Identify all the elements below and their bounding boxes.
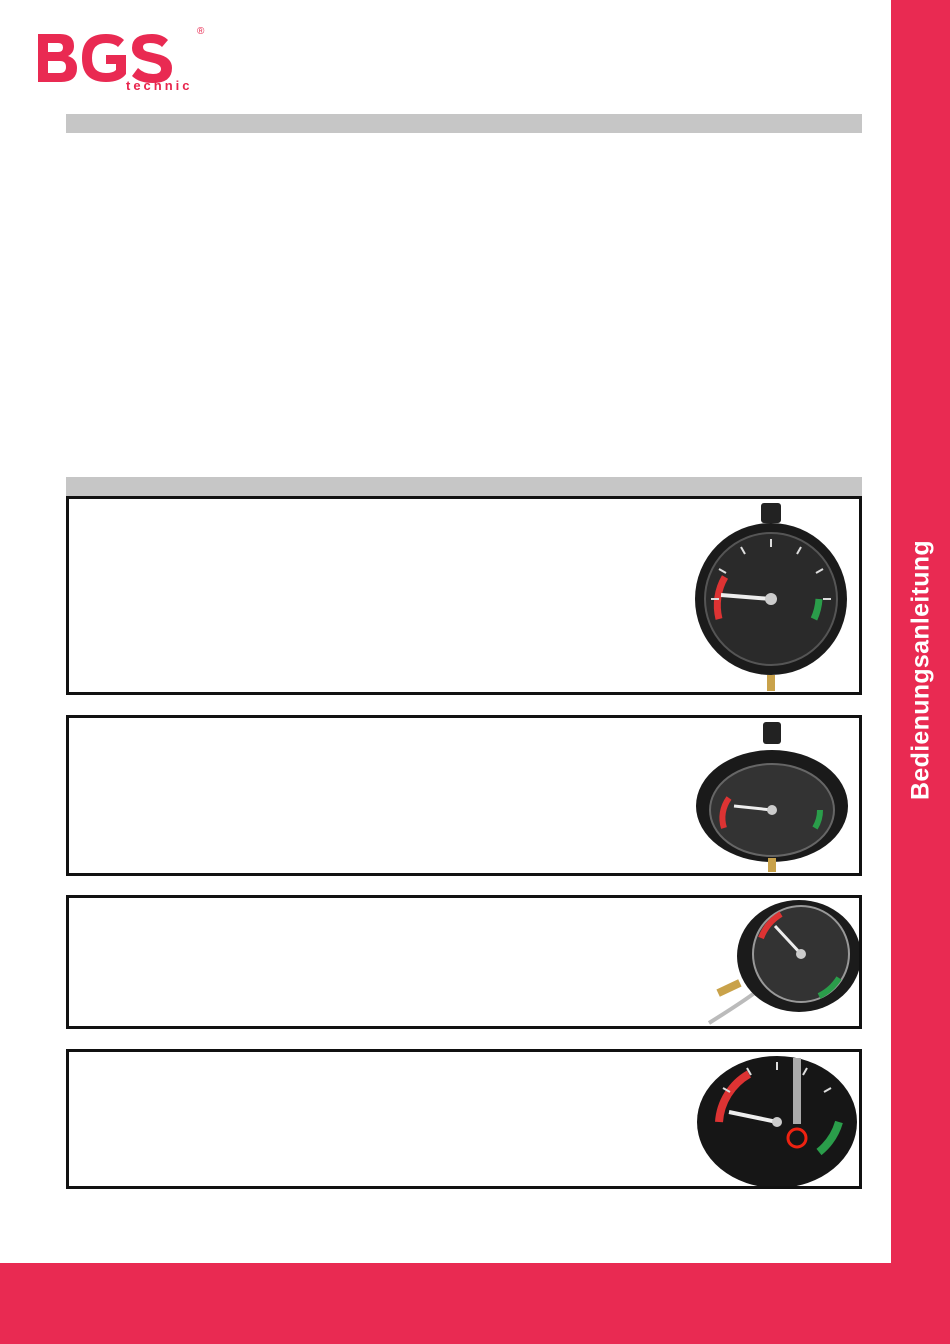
gauge-cover-image [689,718,859,873]
sidebar-label: Bedienungsanleitung [906,540,934,800]
step-box-3 [66,895,862,1029]
bgs-logo [34,26,205,98]
step-box-2 [66,715,862,876]
vacuum-gauge-closeup-icon [689,1052,859,1186]
sidebar-label-container [891,0,950,1344]
vacuum-gauge-icon [689,499,859,692]
step-box-4 [66,1049,862,1189]
section-header-bar-top [66,114,862,133]
logo-subtitle: technic [126,78,193,93]
gauge-hose-image [689,898,859,1026]
registered-mark: ® [197,26,205,37]
vacuum-gauge-cover-icon [689,718,859,873]
step-box-1 [66,496,862,695]
gauge-closeup-image [689,1052,859,1186]
section-header-bar-steps [66,477,862,496]
vacuum-gauge-hose-icon [689,898,859,1026]
footer-band [0,1263,891,1344]
gauge-front-image [689,499,859,692]
